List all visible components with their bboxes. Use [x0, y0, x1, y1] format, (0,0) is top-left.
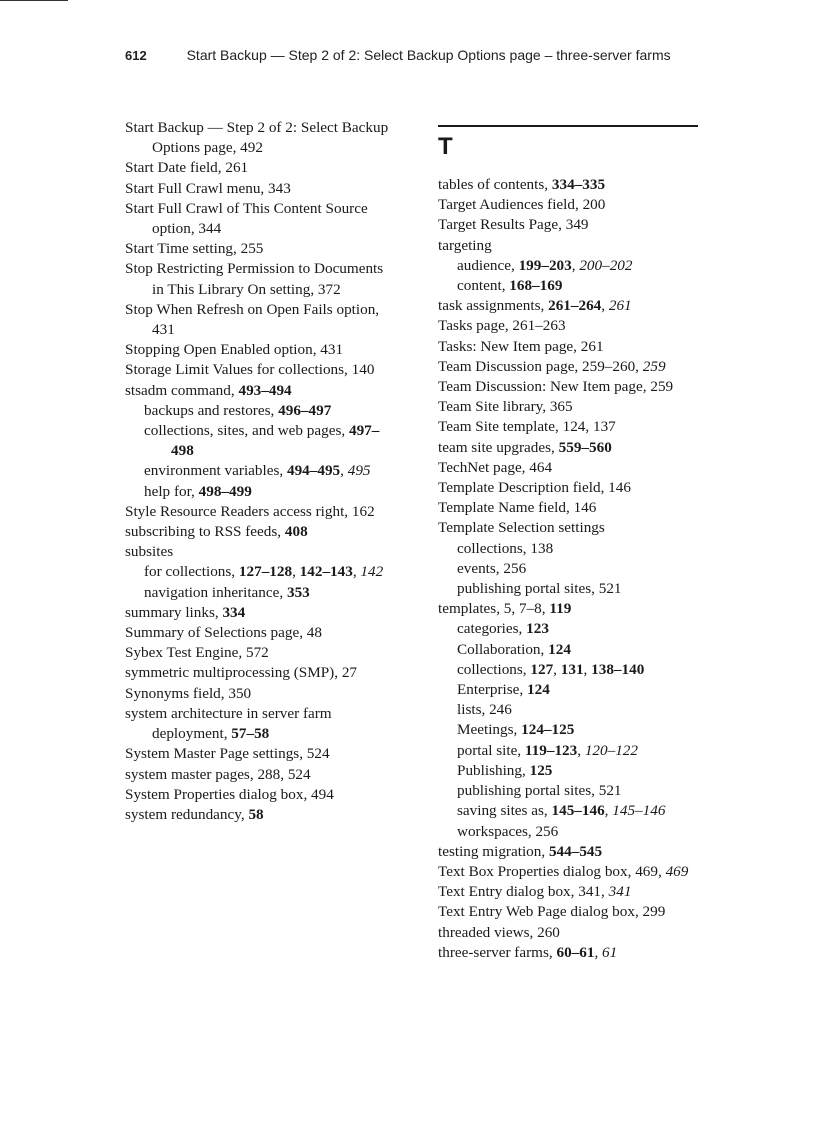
entry-text: Summary of Selections page, 48 — [125, 624, 322, 642]
index-entry — [438, 882, 708, 902]
entry-text: , — [292, 563, 300, 581]
entry-text: categories, — [457, 620, 527, 638]
page-ref-bold: 353 — [286, 583, 310, 601]
index-entry — [125, 239, 395, 259]
entry-text: threaded views, 260 — [438, 923, 560, 941]
entry-text: three-server farms, — [438, 943, 557, 961]
page-ref-bold: 261–264 — [548, 297, 602, 315]
index-entry — [438, 175, 708, 195]
entry-text: navigation inheritance, — [144, 583, 287, 601]
page-ref-bold: 119–123 — [524, 741, 578, 759]
page-ref-bold: 497–498 — [171, 422, 380, 460]
entry-text: Synonyms field, 350 — [125, 684, 252, 702]
entry-text: collections, 138 — [457, 539, 554, 557]
page-ref-bold: 498–499 — [198, 482, 252, 500]
index-entries-t — [438, 175, 708, 963]
index-entry — [438, 599, 708, 619]
page-ref-italic: 61 — [602, 943, 618, 961]
entry-text: Start Full Crawl menu, 343 — [125, 179, 291, 197]
entry-text: Template Name field, 146 — [438, 499, 597, 517]
entry-text: , — [571, 256, 580, 274]
page-ref-italic: 341 — [608, 883, 632, 901]
entry-text: help for, — [144, 482, 199, 500]
page-ref-italic: 120–122 — [584, 741, 638, 759]
entry-text: Target Results Page, 349 — [438, 216, 589, 234]
index-subentry — [438, 680, 708, 700]
page-ref-bold: 168–169 — [509, 277, 563, 295]
entry-text: Stopping Open Enabled option, 431 — [125, 341, 344, 359]
entry-text: subsites — [125, 543, 174, 561]
entry-text: content, — [457, 277, 510, 295]
entry-text: , — [594, 943, 603, 961]
running-title: Start Backup — Step 2 of 2: Select Backup Options page – three-server farms — [186, 47, 671, 63]
page-ref-italic: 259 — [642, 357, 666, 375]
index-entry — [125, 300, 395, 340]
index-entry — [438, 862, 708, 882]
index-entry — [438, 842, 708, 862]
page-ref-bold: 145–146 — [551, 802, 605, 820]
index-entry — [125, 502, 395, 522]
entry-text: TechNet page, 464 — [438, 458, 553, 476]
page-ref-bold: 124–125 — [521, 721, 575, 739]
index-subentry — [125, 583, 395, 603]
page-number: 612 — [125, 48, 147, 63]
page-ref-italic: 142 — [360, 563, 384, 581]
index-entry — [438, 377, 708, 397]
index-entry — [125, 765, 395, 785]
entry-text: Team Site template, 124, 137 — [438, 418, 616, 436]
index-entry — [125, 179, 395, 199]
page-ref-bold: 124 — [548, 640, 571, 658]
entry-text: Text Entry dialog box, 341, — [438, 883, 609, 901]
entry-text: Style Resource Readers access right, 162 — [125, 502, 375, 520]
section-rule — [438, 125, 698, 127]
entry-text: audience, — [457, 256, 519, 274]
index-entry — [438, 518, 708, 538]
index-subentry — [438, 761, 708, 781]
index-entry — [125, 805, 395, 825]
entry-text: system architecture in server farm deployment, — [125, 704, 332, 743]
entry-text: Start Backup — Step 2 of 2: Select Backup Options page, 492 — [125, 119, 389, 157]
index-subentry — [438, 276, 708, 296]
entry-text: publishing portal sites, 521 — [457, 580, 622, 598]
index-subentry — [438, 801, 708, 821]
entry-text: symmetric multiprocessing (SMP), 27 — [125, 664, 358, 682]
index-entry — [125, 623, 395, 643]
index-entry — [125, 360, 395, 380]
entry-text: summary links, — [125, 603, 223, 621]
entry-text: Tasks: New Item page, 261 — [438, 337, 604, 355]
entry-text: , — [577, 741, 585, 759]
index-subentry — [125, 461, 395, 481]
index-subentry — [125, 562, 395, 582]
entry-text: saving sites as, — [457, 802, 552, 820]
entry-text: publishing portal sites, 521 — [457, 782, 622, 800]
entry-text: stsadm command, — [125, 381, 239, 399]
index-entry — [125, 603, 395, 623]
page-ref-bold: 493–494 — [238, 381, 292, 399]
entry-text: targeting — [438, 236, 492, 254]
index-subentry — [125, 401, 395, 421]
entry-text: Template Selection settings — [438, 519, 605, 537]
entry-text: , — [601, 297, 609, 315]
entry-text: collections, sites, and web pages, — [144, 422, 349, 440]
index-entry — [125, 704, 395, 744]
entry-text: Start Date field, 261 — [125, 159, 249, 177]
page-ref-bold: 408 — [284, 523, 308, 541]
page-ref-bold: 334 — [222, 603, 246, 621]
index-entry — [438, 357, 708, 377]
entry-text: System Master Page settings, 524 — [125, 745, 330, 763]
index-subentry — [125, 421, 395, 461]
index-entry — [438, 498, 708, 518]
index-subentry — [438, 256, 708, 276]
entry-text: system master pages, 288, 524 — [125, 765, 311, 783]
index-entry — [125, 118, 395, 158]
page-ref-bold: 131 — [560, 660, 584, 678]
entry-text: tables of contents, — [438, 176, 552, 193]
entry-text: Text Box Properties dialog box, 469, — [438, 862, 666, 880]
page-ref-bold: 119 — [549, 600, 572, 618]
index-column-left — [125, 118, 395, 825]
index-entry — [125, 522, 395, 542]
entry-text: Enterprise, — [457, 681, 528, 699]
index-entry — [438, 337, 708, 357]
index-entry — [438, 236, 708, 256]
entry-text: Stop When Refresh on Open Fails option, 431 — [125, 300, 380, 339]
index-entry — [438, 397, 708, 417]
entry-text: , — [352, 563, 361, 581]
page-ref-bold: 125 — [529, 761, 553, 779]
page-ref-bold: 127 — [530, 660, 554, 678]
index-subentry — [438, 579, 708, 599]
index-column-right — [438, 118, 708, 963]
section-letter: T — [438, 133, 453, 160]
entry-text: , — [553, 660, 561, 678]
page-ref-bold: 334–335 — [551, 176, 606, 193]
entry-text: system redundancy, — [125, 805, 249, 823]
index-entry — [438, 478, 708, 498]
entry-text: events, 256 — [457, 559, 527, 577]
index-entry — [125, 744, 395, 764]
index-subentry — [438, 822, 708, 842]
entry-text: for collections, — [144, 563, 239, 581]
entry-text: Stop Restricting Permission to Documents in This Library On setting, 372 — [125, 260, 384, 298]
entry-text: testing migration, — [438, 842, 549, 860]
page-ref-bold: 57–58 — [231, 725, 270, 743]
entry-text: , — [604, 802, 613, 820]
entry-text: Tasks page, 261–263 — [438, 317, 566, 335]
entry-text: templates, 5, 7–8, — [438, 600, 550, 618]
entry-text: Text Entry Web Page dialog box, 299 — [438, 903, 666, 921]
index-entry — [125, 340, 395, 360]
index-entry — [125, 785, 395, 805]
index-subentry — [438, 619, 708, 639]
index-subentry — [438, 741, 708, 761]
page-ref-bold: 494–495 — [286, 462, 341, 480]
page-ref-bold: 199–203 — [518, 256, 572, 274]
top-corner-rule — [0, 0, 68, 1]
index-subentry — [438, 781, 708, 801]
index-subentry — [438, 539, 708, 559]
entry-text: portal site, — [457, 741, 525, 759]
index-entry — [125, 643, 395, 663]
index-entry — [125, 199, 395, 239]
page-ref-bold: 124 — [527, 681, 550, 699]
entry-text: System Properties dialog box, 494 — [125, 785, 334, 803]
page-ref-bold: 496–497 — [278, 401, 332, 419]
index-entry — [438, 417, 708, 437]
index-entry — [125, 684, 395, 704]
index-entry — [438, 458, 708, 478]
entry-text: backups and restores, — [144, 401, 279, 419]
page-ref-bold: 142–143 — [299, 563, 353, 581]
entry-text: , — [340, 462, 348, 480]
index-entry — [438, 195, 708, 215]
entry-text: Meetings, — [457, 721, 522, 739]
entry-text: Template Description field, 146 — [438, 479, 631, 497]
index-entry — [438, 902, 708, 922]
index-subentry — [438, 640, 708, 660]
index-entry — [125, 663, 395, 683]
entry-text: Start Time setting, 255 — [125, 240, 264, 258]
index-entry — [438, 943, 708, 963]
entry-text: task assignments, — [438, 297, 549, 315]
entry-text: team site upgrades, — [438, 438, 559, 456]
index-entry — [438, 215, 708, 235]
index-entry — [125, 158, 395, 178]
index-subentry — [438, 660, 708, 680]
index-entry — [438, 316, 708, 336]
entry-text: workspaces, 256 — [457, 822, 559, 840]
entry-text: Team Site library, 365 — [438, 398, 573, 416]
page-ref-bold: 127–128 — [238, 563, 293, 581]
index-entry — [125, 381, 395, 401]
entry-text: Sybex Test Engine, 572 — [125, 644, 269, 662]
entry-text: Collaboration, — [457, 640, 549, 658]
index-entry — [125, 259, 395, 299]
page-ref-italic: 469 — [665, 862, 689, 880]
entry-text: Start Full Crawl of This Content Source option, 344 — [125, 199, 368, 238]
page-ref-italic: 261 — [608, 297, 632, 315]
page-ref-bold: 544–545 — [548, 842, 603, 860]
entry-text: Storage Limit Values for collections, 140 — [125, 361, 375, 379]
entry-text: Team Discussion page, 259–260, — [438, 357, 643, 375]
entry-text: Team Discussion: New Item page, 259 — [438, 378, 674, 396]
page-ref-italic: 495 — [347, 462, 371, 480]
index-subentry — [438, 559, 708, 579]
index-entry — [438, 296, 708, 316]
index-entry — [438, 438, 708, 458]
entry-text: environment variables, — [144, 462, 287, 480]
index-subentry — [438, 700, 708, 720]
entry-text: , — [583, 660, 592, 678]
page-ref-bold: 559–560 — [558, 438, 612, 456]
entry-text: collections, — [457, 660, 531, 678]
index-entry — [438, 923, 708, 943]
page-ref-italic: 145–146 — [612, 802, 666, 820]
entry-text: lists, 246 — [457, 701, 512, 719]
entry-text: Publishing, — [457, 761, 530, 779]
entry-text: subscribing to RSS feeds, — [125, 523, 285, 541]
index-subentry — [125, 482, 395, 502]
page-ref-bold: 60–61 — [556, 943, 595, 961]
page-ref-bold: 138–140 — [591, 660, 645, 678]
index-entry — [125, 542, 395, 562]
index-subentry — [438, 720, 708, 740]
page-ref-italic: 200–202 — [579, 256, 633, 274]
page-ref-bold: 123 — [526, 620, 549, 638]
entry-text: Target Audiences field, 200 — [438, 196, 606, 214]
running-header — [125, 47, 725, 63]
page-ref-bold: 58 — [248, 805, 264, 823]
